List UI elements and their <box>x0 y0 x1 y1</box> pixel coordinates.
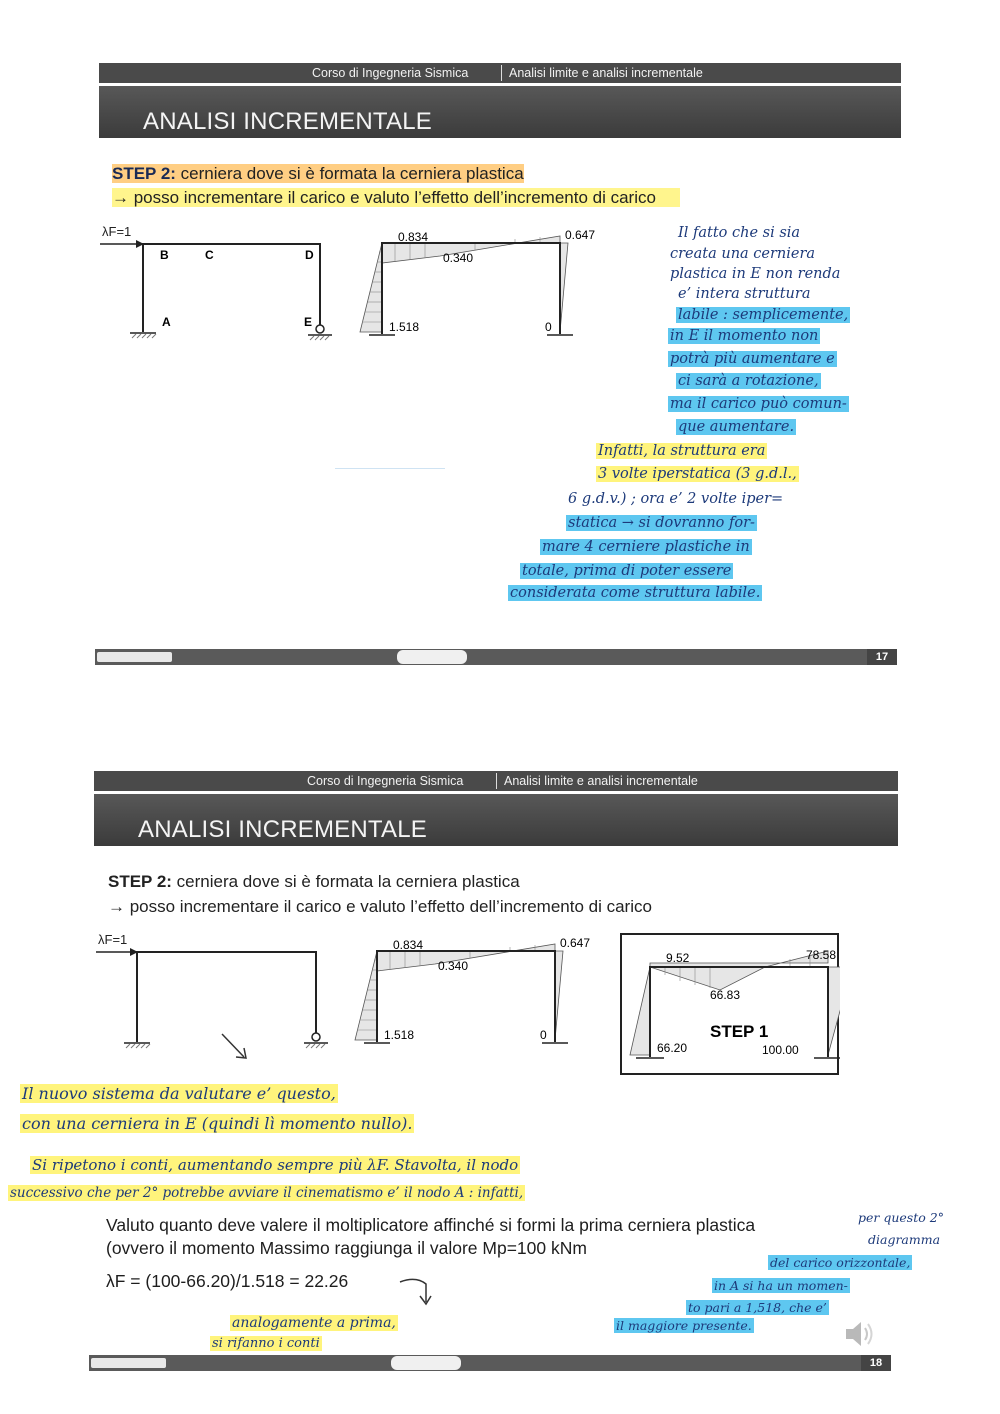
slide2-moment-0834: 0.834 <box>393 938 424 952</box>
step1-moment-6683: 66.83 <box>710 988 741 1002</box>
slide2-note-d2: si rifanno i conti <box>212 1336 320 1351</box>
slide1-note-line: 3 volte iperstatica (3 g.d.l., <box>598 466 797 482</box>
slide1-node-d: D <box>305 248 314 262</box>
slide1-step-label: STEP 2: <box>112 164 176 183</box>
slide1-moment-0834: 0.834 <box>398 230 429 244</box>
speaker-icon[interactable] <box>842 1318 876 1350</box>
slide2-course-name: Corso di Ingegneria Sismica <box>307 774 464 788</box>
slide1-page-number: 17 <box>867 649 897 665</box>
slide2-note-c-line: diagramma <box>868 1232 941 1247</box>
slide1-course-name: Corso di Ingegneria Sismica <box>312 66 469 80</box>
slide1-load-label: λF=1 <box>102 224 132 239</box>
step1-label: STEP 1 <box>710 1022 769 1041</box>
slide1-step-arrow-line <box>112 186 680 210</box>
slide2-arrow-text: → posso incrementare il carico e valuto l’effetto dell’incremento di carico <box>108 897 652 916</box>
slide1-faint-line <box>335 468 445 469</box>
slide2-step-arrow-line <box>108 895 652 919</box>
slide2-moment-1518: 1.518 <box>384 1028 415 1042</box>
slide1-note-line: que aumentare. <box>678 419 795 435</box>
slide2-note-a2: con una cerniera in E (quindi lì momento nullo). <box>22 1114 413 1133</box>
step1-moment-10000: 100.00 <box>762 1043 799 1057</box>
slide2-frame-diagram <box>94 930 334 1070</box>
slide2-step1-box <box>620 933 840 1076</box>
slide1-note-line: statica → si dovranno for- <box>568 515 755 531</box>
slide1-footer-bar <box>95 649 897 665</box>
slide2-note-c-line: del carico orizzontale, <box>770 1255 911 1270</box>
slide1-frame-diagram <box>98 222 338 352</box>
slide1-topic-name: Analisi limite e analisi incrementale <box>509 66 703 80</box>
slide1-note-line: Il fatto che si sia <box>678 225 801 241</box>
slide2-step-label: STEP 2: <box>108 872 172 891</box>
slide2-moment-0340: 0.340 <box>438 959 469 973</box>
slide1-moment-zero: 0 <box>545 320 552 334</box>
slide1-note-line: creata una cerniera <box>670 246 816 262</box>
step1-moment-6620: 66.20 <box>657 1041 688 1055</box>
slide2-header-bar <box>94 771 898 791</box>
slide1-note-line: totale, prima di poter essere <box>522 563 732 579</box>
slide1-note-line: 6 g.d.v.) ; ora e’ 2 volte iper= <box>568 491 784 507</box>
slide2-topic-name: Analisi limite e analisi incrementale <box>504 774 698 788</box>
slide2-footer-bar <box>89 1355 891 1371</box>
slide1-node-b: B <box>160 248 169 262</box>
slide2-body-line2: (ovvero il momento Massimo raggiunga il valore Mp=100 kNm <box>106 1238 587 1258</box>
slide1-title-bar <box>99 86 901 138</box>
slide2-note-c-line: in A si ha un momen- <box>714 1278 848 1293</box>
slide2-title: ANALISI INCREMENTALE <box>138 816 427 843</box>
slide1-title: ANALISI INCREMENTALE <box>143 108 432 135</box>
slide1-note-line: Infatti, la struttura era <box>598 443 766 459</box>
slide1-note-line: labile : semplicemente, <box>678 307 849 323</box>
slide1-header-bar <box>99 63 901 83</box>
slide2-step-text: cerniera dove si è formata la cerniera plastica <box>171 872 520 891</box>
slide1-note-line: e’ intera struttura <box>678 286 811 302</box>
slide2-note-c-line: to pari a 1,518, che e’ <box>688 1300 827 1315</box>
slide2-moment-zero: 0 <box>540 1028 547 1042</box>
slide1-step-text: cerniera dove si è formata la cerniera plastica <box>175 164 524 183</box>
slide2-note-a1: Il nuovo sistema da valutare e’ questo, <box>22 1084 336 1103</box>
slide2-moment-0647: 0.647 <box>560 936 590 950</box>
slide1-moment-1518: 1.518 <box>389 320 420 334</box>
slide2-note-d1: analogamente a prima, <box>232 1315 396 1331</box>
slide1-arrow-text: → posso incrementare il carico e valuto l’effetto dell’incremento di carico <box>112 188 680 207</box>
slide1-step-heading <box>112 162 524 186</box>
slide1-note-line: mare 4 cerniere plastiche in <box>542 539 750 555</box>
slide2-load-label: λF=1 <box>98 932 128 947</box>
step1-moment-7858: 78.58 <box>806 948 837 962</box>
slide2-step-heading <box>108 870 520 894</box>
slide1-note-line: in E il momento non <box>670 328 819 344</box>
slide2-note-b1: Si ripetono i conti, aumentando sempre più λF. Stavolta, il nodo <box>32 1156 519 1174</box>
slide1-moment-0340: 0.340 <box>443 251 474 265</box>
slide2-body-line1: Valuto quanto deve valere il moltiplicatore affinché si formi la prima cerniera plastica <box>106 1215 756 1235</box>
slide2-title-bar <box>94 794 898 846</box>
slide1-note-line: ci sarà a rotazione, <box>678 373 819 389</box>
slide1-note-line: potrà più aumentare e <box>670 351 835 367</box>
slide2-note-c-line: il maggiore presente. <box>616 1318 752 1333</box>
slide1-node-e: E <box>304 315 313 329</box>
slide1-moment-diagram <box>355 222 595 352</box>
slide1-note-line: ma il carico può comun- <box>670 396 847 412</box>
slide2-page-number: 18 <box>861 1355 891 1371</box>
slide2-hand-arrow <box>396 1274 436 1310</box>
slide1-node-c: C <box>205 248 214 262</box>
slide2-note-c-line: per questo 2° <box>858 1210 944 1225</box>
slide1-node-a: A <box>162 315 171 329</box>
slide1-note-line: plastica in E non renda <box>670 266 841 282</box>
slide2-formula: λF = (100-66.20)/1.518 = 22.26 <box>106 1271 349 1291</box>
slide2-note-b2: successivo che per 2° potrebbe avviare il cinematismo e’ il nodo A : infatti, <box>10 1185 524 1201</box>
slide1-moment-0647: 0.647 <box>565 228 595 242</box>
slide1-note-line: considerata come struttura labile. <box>510 585 761 601</box>
slide2-moment-diagram <box>350 930 590 1060</box>
step1-moment-952: 9.52 <box>666 951 690 965</box>
